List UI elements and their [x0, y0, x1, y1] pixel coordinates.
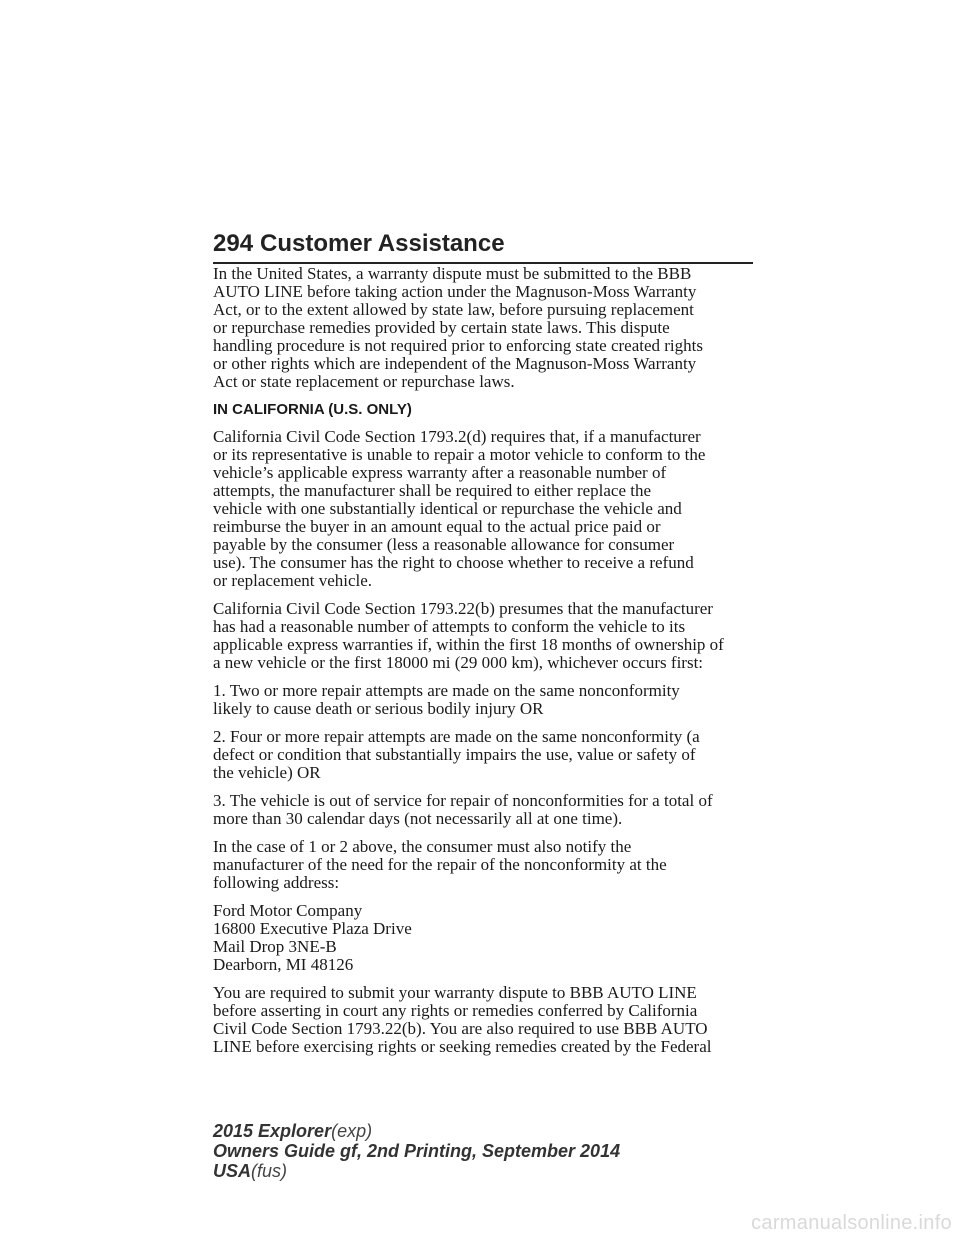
- list-item-1: 1. Two or more repair attempts are made on the same nonconformity likely to cause death or serious bodily injury OR: [213, 681, 680, 718]
- watermark: carmanualsonline.info: [751, 1212, 952, 1234]
- address-line: Ford Motor Company: [213, 901, 363, 920]
- footer-market: USA: [213, 1161, 252, 1181]
- footer-model: 2015 Explorer: [213, 1121, 332, 1141]
- address-line: Dearborn, MI 48126: [213, 955, 354, 974]
- footer-model-code: (exp): [331, 1121, 373, 1141]
- paragraph-civil-code-1793-22: California Civil Code Section 1793.22(b) presumes that the manufacturer has had a reasonable number of attempts to conform the vehicle to its applicable express warranties if, within the first 18 months of ownership of a new vehicle or the first 18000 mi (29 000 km), whichever occurs first:: [213, 599, 724, 672]
- footer-market-code: (fus): [251, 1161, 288, 1181]
- paragraph-bbb-required: You are required to submit your warranty dispute to BBB AUTO LINE before asserting in court any rights or remedies conferred by California Civil Code Section 1793.22(b). You are also required to use BBB AUTO LINE before exercising rights or seeking remedies created by the Federal: [213, 983, 712, 1056]
- address-line: Mail Drop 3NE-B: [213, 937, 337, 956]
- paragraph-notify: In the case of 1 or 2 above, the consumer must also notify the manufacturer of the need for the repair of the nonconformity at the following address:: [213, 837, 667, 892]
- paragraph-warranty-dispute: In the United States, a warranty dispute must be submitted to the BBB AUTO LINE before taking action under the Magnuson-Moss Warranty Act, or to the extent allowed by state law, before pursuing replacement or repurchase remedies provided by certain state laws. This dispute handling procedure is not required prior to enforcing state created rights or other rights which are independent of the Magnuson-Moss Warranty Act or state replacement or repurchase laws.: [213, 264, 703, 391]
- address-line: 16800 Executive Plaza Drive: [213, 919, 412, 938]
- page-header: [213, 230, 753, 258]
- paragraph-civil-code-1793-2: California Civil Code Section 1793.2(d) requires that, if a manufacturer or its representative is unable to repair a motor vehicle to conform to the vehicle’s applicable express warranty after a reasonable number of attempts, the manufacturer shall be required to either replace the vehicle with one substantially identical or repurchase the vehicle and reimburse the buyer in an amount equal to the actual price paid or payable by the consumer (less a reasonable allowance for consumer use). The consumer has the right to choose whether to receive a refund or replacement vehicle.: [213, 427, 706, 590]
- page-footer: [213, 1121, 620, 1181]
- mailing-address: [213, 902, 758, 974]
- section-heading-california: IN CALIFORNIA (U.S. ONLY): [213, 401, 412, 418]
- list-item-3: 3. The vehicle is out of service for repair of nonconformities for a total of more than 30 calendar days (not necessarily all at one time).: [213, 791, 713, 828]
- footer-guide: Owners Guide gf, 2nd Printing, September 2014: [213, 1141, 621, 1161]
- page-content: [213, 265, 758, 1066]
- list-item-2: 2. Four or more repair attempts are made on the same nonconformity (a defect or condition that substantially impairs the use, value or safety of the vehicle) OR: [213, 727, 700, 782]
- section-title: Customer Assistance: [260, 230, 505, 257]
- page-number: 294: [213, 230, 254, 257]
